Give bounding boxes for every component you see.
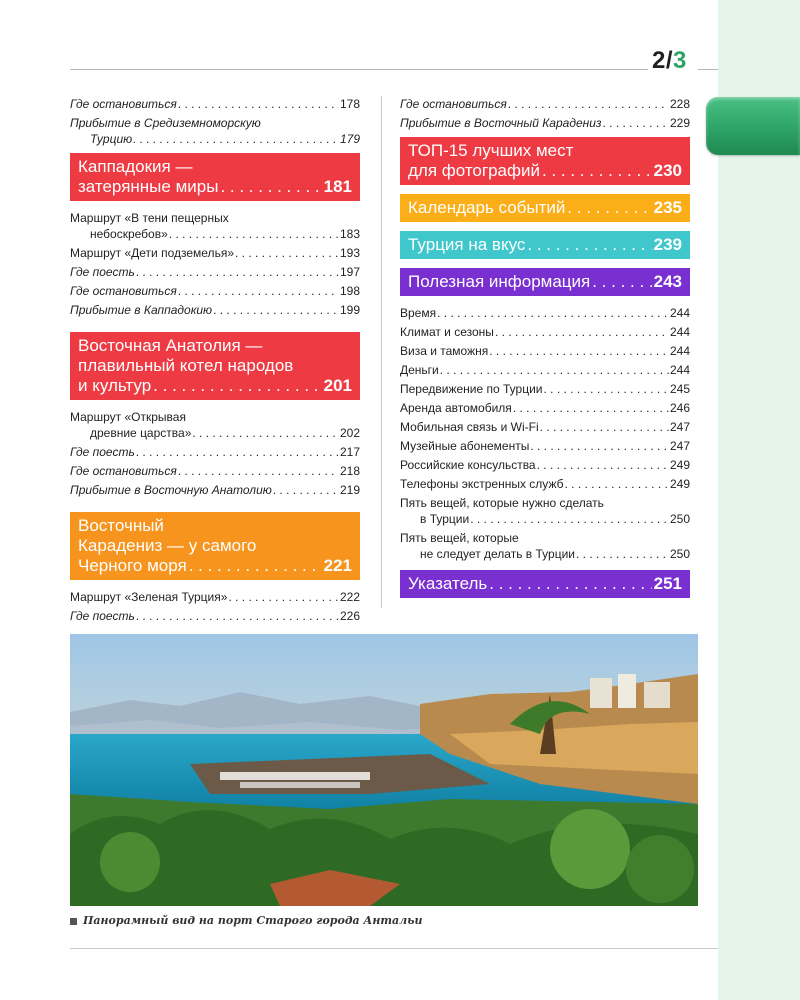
toc-entry[interactable]: Прибытие в Каппадокию . . . 199	[70, 302, 360, 318]
section-band-index[interactable]: Указатель . . . 251	[400, 570, 690, 598]
toc-entry[interactable]: Где остановиться . . . 198	[70, 283, 360, 299]
toc-entry[interactable]: Где поесть . . . 217	[70, 444, 360, 460]
toc-entry[interactable]: Прибытие в Средиземноморскую Турцию . . . 179	[70, 115, 360, 147]
section-band-eastern-karadeniz[interactable]: Восточный Карадениз — у самого Черного моря . . . 221	[70, 512, 360, 580]
toc-entry[interactable]: Где остановиться . . . 228	[400, 96, 690, 112]
toc-entry[interactable]: Прибытие в Восточный Карадениз . . . 229	[400, 115, 690, 131]
toc-entry[interactable]: Где остановиться . . . 178	[70, 96, 360, 112]
section-band-top15[interactable]: ТОП-15 лучших мест для фотографий . . . 230	[400, 137, 690, 185]
section-band-taste[interactable]: Турция на вкус . . . 239	[400, 231, 690, 259]
section-band-calendar[interactable]: Календарь событий . . . 235	[400, 194, 690, 222]
toc-entry[interactable]: Где остановиться . . . 218	[70, 463, 360, 479]
toc-entry[interactable]: Прибытие в Восточную Анатолию . . . 219	[70, 482, 360, 498]
toc-entry[interactable]: Пять вещей, которые нужно сделать в Турции . . . 250	[400, 495, 690, 527]
header-rule-right	[698, 69, 718, 70]
toc-entry[interactable]: Время . . . 244	[400, 305, 690, 321]
antalya-harbor-photo	[70, 634, 698, 906]
toc-entry[interactable]: Где поесть . . . 226	[70, 608, 360, 624]
toc-entry[interactable]: Виза и таможня . . . 244	[400, 343, 690, 359]
toc-entry[interactable]: Аренда автомобиля . . . 246	[400, 400, 690, 416]
footer-rule	[70, 948, 718, 949]
toc-right-column	[400, 96, 690, 607]
toc-entry[interactable]: Деньги . . . 244	[400, 362, 690, 378]
section-tab[interactable]	[706, 97, 800, 155]
toc-entry[interactable]: Мобильная связь и Wi-Fi . . . 247	[400, 419, 690, 435]
toc-entry[interactable]: Маршрут «Зеленая Турция» . . . 222	[70, 589, 360, 605]
page-number: 2/3	[652, 47, 687, 74]
toc-left-column	[70, 96, 360, 627]
column-divider	[381, 96, 382, 608]
photo-caption: Панорамный вид на порт Старого города Антальи	[70, 914, 422, 927]
toc-entry[interactable]: Пять вещей, которые не следует делать в Турции . . . 250	[400, 530, 690, 562]
header-rule	[70, 69, 648, 70]
toc-entry[interactable]: Маршрут «Дети подземелья» . . . 193	[70, 245, 360, 261]
toc-entry[interactable]: Российские консульства . . . 249	[400, 457, 690, 473]
toc-entry[interactable]: Маршрут «В тени пещерных небоскребов» . . . 183	[70, 210, 360, 242]
section-band-cappadocia[interactable]: Каппадокия — затерянные миры . . . 181	[70, 153, 360, 201]
toc-entry[interactable]: Где поесть . . . 197	[70, 264, 360, 280]
caption-bullet-icon	[70, 918, 77, 925]
toc-entry[interactable]: Маршрут «Открывая древние царства» . . . 202	[70, 409, 360, 441]
toc-entry[interactable]: Телефоны экстренных служб . . . 249	[400, 476, 690, 492]
toc-entry[interactable]: Передвижение по Турции . . . 245	[400, 381, 690, 397]
section-band-eastern-anatolia[interactable]: Восточная Анатолия — плавильный котел народов и культур . . . 201	[70, 332, 360, 400]
harbor-illustration	[70, 634, 698, 906]
section-band-useful-info[interactable]: Полезная информация . . . 243	[400, 268, 690, 296]
toc-entry[interactable]: Музейные абонементы . . . 247	[400, 438, 690, 454]
toc-entry[interactable]: Климат и сезоны . . . 244	[400, 324, 690, 340]
useful-info-list	[400, 305, 690, 492]
